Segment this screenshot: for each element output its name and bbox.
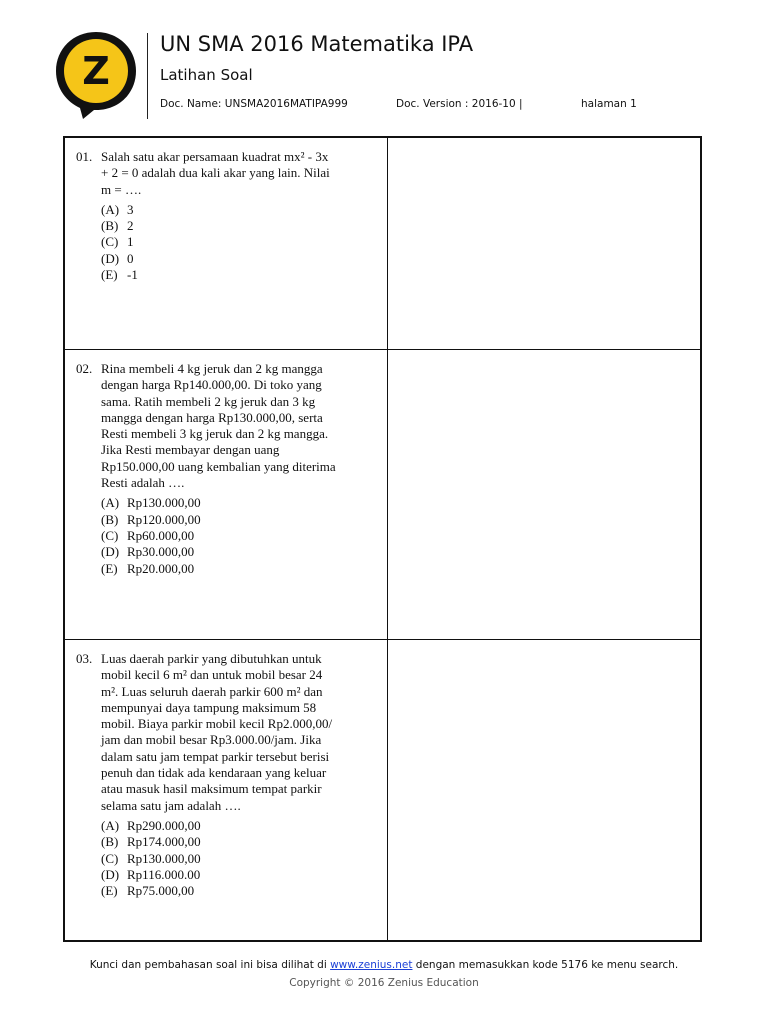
- answer-option: [101, 528, 376, 544]
- question-number: 03.: [76, 651, 93, 666]
- footer-note-before: Kunci dan pembahasan soal ini bisa dilihat di: [89, 959, 331, 971]
- answer-option: [101, 234, 376, 250]
- zenius-link[interactable]: www.zenius.net: [330, 959, 413, 971]
- option-text: Rp130.000,00: [127, 850, 201, 866]
- option-letter: (D): [101, 250, 120, 266]
- question-line: atau masuk hasil maksimum tempat parkir: [101, 781, 322, 797]
- question-text: [101, 361, 376, 491]
- question-line: Salah satu akar persamaan kuadrat mx² - 3x: [101, 149, 329, 164]
- option-letter: (E): [101, 883, 118, 899]
- question-line: mangga dengan harga Rp130.000,00, serta: [101, 409, 323, 425]
- question-number: 01.: [76, 149, 93, 164]
- question-line: m = ….: [101, 181, 142, 197]
- question-line: penuh dan tidak ada kendaraan yang keluar: [101, 765, 327, 781]
- answer-option: [101, 561, 376, 577]
- document-title: UN SMA 2016 Matematika IPA: [160, 32, 474, 56]
- question-row: [65, 349, 700, 639]
- option-letter: (C): [101, 850, 119, 866]
- option-letter: (B): [101, 834, 119, 850]
- copyright: Copyright © 2016 Zenius Education: [289, 977, 479, 989]
- zenius-logo: [53, 29, 139, 121]
- header-divider: [147, 33, 148, 119]
- answer-workspace: [388, 350, 700, 639]
- option-text: Rp290.000,00: [127, 817, 201, 833]
- option-text: Rp30.000,00: [127, 544, 195, 560]
- answer-option: [101, 202, 376, 218]
- option-text: 0: [127, 250, 134, 266]
- answer-option: [101, 251, 376, 267]
- document-subtitle: Latihan Soal: [160, 66, 253, 84]
- question-line: mempunyai daya tampung maksimum 58: [101, 699, 317, 715]
- question-cell: [76, 361, 376, 577]
- option-text: Rp174.000,00: [127, 834, 201, 850]
- question-line: Luas daerah parkir yang dibutuhkan untuk: [101, 651, 322, 666]
- question-line: m². Luas seluruh daerah parkir 600 m² dan: [101, 683, 323, 699]
- answer-option: [101, 851, 376, 867]
- doc-name: Doc. Name: UNSMA2016MATIPA999: [160, 98, 348, 110]
- question-text: [101, 149, 376, 198]
- option-letter: (C): [101, 234, 119, 250]
- option-text: Rp116.000.00: [127, 866, 201, 882]
- question-line: + 2 = 0 adalah dua kali akar yang lain. Nilai: [101, 165, 330, 181]
- option-letter: (E): [101, 267, 118, 283]
- answer-option: [101, 218, 376, 234]
- footer-note: [0, 959, 768, 971]
- option-letter: (B): [101, 511, 119, 527]
- option-letter: (A): [101, 495, 120, 511]
- question-line: dengan harga Rp140.000,00. Di toko yang: [101, 377, 322, 393]
- option-text: Rp120.000,00: [127, 511, 201, 527]
- option-text: Rp130.000,00: [127, 495, 201, 511]
- answer-options: [101, 202, 376, 283]
- answer-options: [101, 495, 376, 576]
- doc-version: Doc. Version : 2016-10 |: [396, 98, 523, 110]
- answer-workspace: [388, 640, 700, 942]
- option-text: 1: [127, 234, 134, 250]
- option-letter: (B): [101, 218, 119, 234]
- zenius-logo-icon: [53, 29, 139, 121]
- answer-option: [101, 818, 376, 834]
- option-letter: (A): [101, 201, 120, 217]
- question-row: [65, 138, 700, 349]
- answer-option: [101, 883, 376, 899]
- question-line: mobil kecil 6 m² dan untuk mobil besar 24: [101, 667, 323, 683]
- option-text: Rp75.000,00: [127, 883, 195, 899]
- option-letter: (D): [101, 866, 120, 882]
- question-line: Jika Resti membayar dengan uang: [101, 442, 280, 458]
- option-letter: (A): [101, 817, 120, 833]
- question-number: 02.: [76, 361, 93, 376]
- question-row: [65, 639, 700, 942]
- question-table: [63, 136, 702, 942]
- question-line: Resti adalah ….: [101, 475, 185, 491]
- question-cell: [76, 651, 376, 899]
- option-text: Rp60.000,00: [127, 527, 195, 543]
- answer-option: [101, 834, 376, 850]
- option-letter: (E): [101, 560, 118, 576]
- option-letter: (D): [101, 544, 120, 560]
- question-line: dalam satu jam tempat parkir tersebut berisi: [101, 748, 330, 764]
- option-text: 2: [127, 218, 134, 234]
- footer-note-after: dengan memasukkan kode 5176 ke menu search.: [412, 959, 679, 971]
- answer-option: [101, 267, 376, 283]
- logo-letter: Z: [82, 49, 110, 93]
- answer-workspace: [388, 138, 700, 349]
- option-text: Rp20.000,00: [127, 560, 195, 576]
- question-line: Rina membeli 4 kg jeruk dan 2 kg mangga: [101, 361, 323, 376]
- question-line: jam dan mobil besar Rp3.000.00/jam. Jika: [101, 732, 322, 748]
- page-number: halaman 1: [581, 98, 637, 110]
- option-text: 3: [127, 201, 134, 217]
- question-line: sama. Ratih membeli 2 kg jeruk dan 3 kg: [101, 393, 316, 409]
- answer-option: [101, 544, 376, 560]
- answer-options: [101, 818, 376, 899]
- question-line: Resti membeli 3 kg jeruk dan 2 kg mangga.: [101, 426, 329, 442]
- question-line: selama satu jam adalah ….: [101, 797, 241, 813]
- option-text: -1: [127, 267, 138, 283]
- question-line: Rp150.000,00 uang kembalian yang diterima: [101, 458, 336, 474]
- answer-option: [101, 512, 376, 528]
- option-letter: (C): [101, 527, 119, 543]
- question-line: mobil. Biaya parkir mobil kecil Rp2.000,00/: [101, 716, 333, 732]
- answer-option: [101, 867, 376, 883]
- question-cell: [76, 149, 376, 283]
- question-text: [101, 651, 376, 814]
- answer-option: [101, 495, 376, 511]
